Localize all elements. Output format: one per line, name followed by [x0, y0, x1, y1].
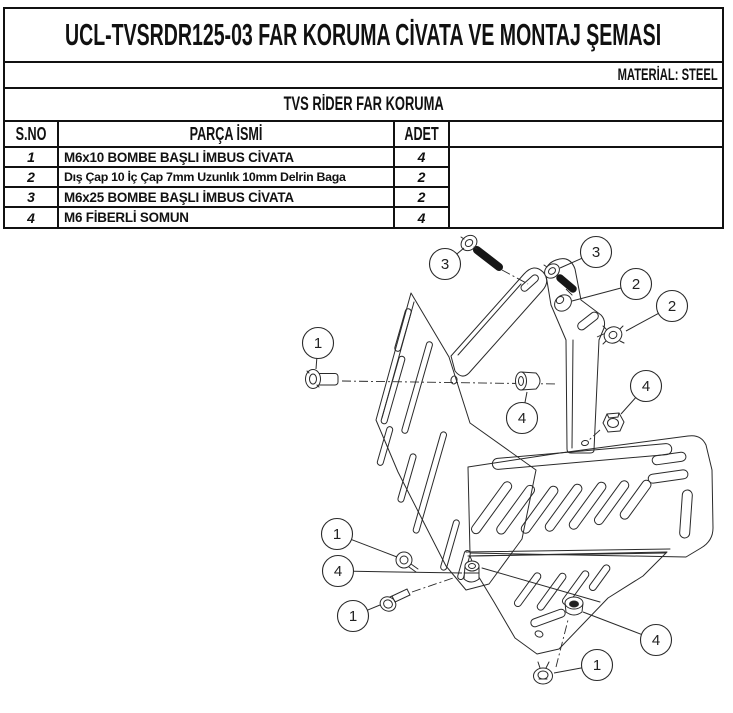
balloon-leader-line	[353, 571, 462, 573]
row-part-name: Dış Çap 10 İç Çap 7mm Uzunlık 10mm Delrin Baga	[59, 168, 395, 188]
col-header-qty: ADET	[395, 122, 450, 148]
row-sno: 3	[5, 188, 59, 208]
balloon-leader-line	[554, 668, 582, 673]
material-label: MATERİAL: STEEL	[617, 65, 718, 84]
material-row	[5, 61, 722, 87]
product-subtitle: TVS RİDER FAR KORUMA	[283, 93, 444, 115]
balloon-number: 1	[313, 335, 323, 352]
title-row	[5, 9, 722, 61]
row-part-name: M6x10 BOMBE BAŞLI İMBUS CİVATA	[59, 148, 395, 168]
m6-nut-icon	[516, 372, 541, 390]
balloon-leader-line	[351, 540, 397, 557]
row-qty: 4	[395, 148, 450, 168]
balloon-number: 1	[592, 657, 602, 674]
assembly-diagram	[0, 232, 733, 713]
col-header-sno: S.NO	[5, 122, 59, 148]
m6x10-bolt-icon	[534, 662, 553, 684]
delrin-bushing-icon	[601, 324, 624, 346]
callout-balloons	[303, 237, 688, 681]
balloon-number: 4	[641, 378, 651, 395]
m6x10-bolt-icon	[396, 552, 418, 572]
m6-nut-icon	[565, 597, 583, 615]
row-sno: 4	[5, 208, 59, 227]
spec-sheet	[3, 7, 724, 229]
balloon-number: 4	[651, 632, 661, 649]
m6x10-bolt-icon	[306, 370, 339, 389]
row-sno: 1	[5, 148, 59, 168]
row-qty: 2	[395, 188, 450, 208]
balloon-number: 1	[332, 526, 342, 543]
balloon-number: 2	[667, 298, 677, 315]
row-qty: 4	[395, 208, 450, 227]
balloon-number: 3	[591, 244, 601, 261]
row-part-name: M6x25 BOMBE BAŞLI İMBUS CİVATA	[59, 188, 395, 208]
balloon-leader-line	[316, 358, 317, 369]
balloon-leader-line	[367, 605, 380, 610]
row-qty: 2	[395, 168, 450, 188]
balloon-leader-line	[457, 248, 464, 254]
balloon-number: 2	[631, 276, 641, 293]
m6x25-bolt-icon	[458, 232, 499, 267]
row-sno: 2	[5, 168, 59, 188]
balloon-number: 1	[348, 608, 358, 625]
page-title: UCL-TVSRDR125-03 FAR KORUMA CİVATA VE MONTAJ ŞEMASI	[65, 17, 662, 52]
balloon-leader-line	[525, 392, 527, 403]
balloon-number: 4	[517, 410, 527, 427]
m6x10-bolt-icon	[378, 589, 410, 614]
m6-nut-icon	[603, 413, 624, 432]
balloon-number: 3	[440, 256, 450, 273]
balloon-leader-line	[583, 612, 642, 634]
balloon-leader-line	[626, 313, 658, 331]
row-part-name: M6 FİBERLİ SOMUN	[59, 208, 395, 227]
delrin-bushing-icon	[551, 291, 574, 314]
col-header-part: PARÇA İSMİ	[59, 122, 395, 148]
table-blank-area	[450, 148, 722, 227]
balloon-leader-line	[560, 258, 582, 268]
balloon-number: 4	[333, 563, 343, 580]
subtitle-row	[5, 87, 722, 120]
col-header-blank	[450, 122, 722, 148]
balloon-leader-line	[621, 398, 636, 414]
parts-table	[5, 120, 722, 227]
m6-nut-icon	[464, 561, 479, 582]
